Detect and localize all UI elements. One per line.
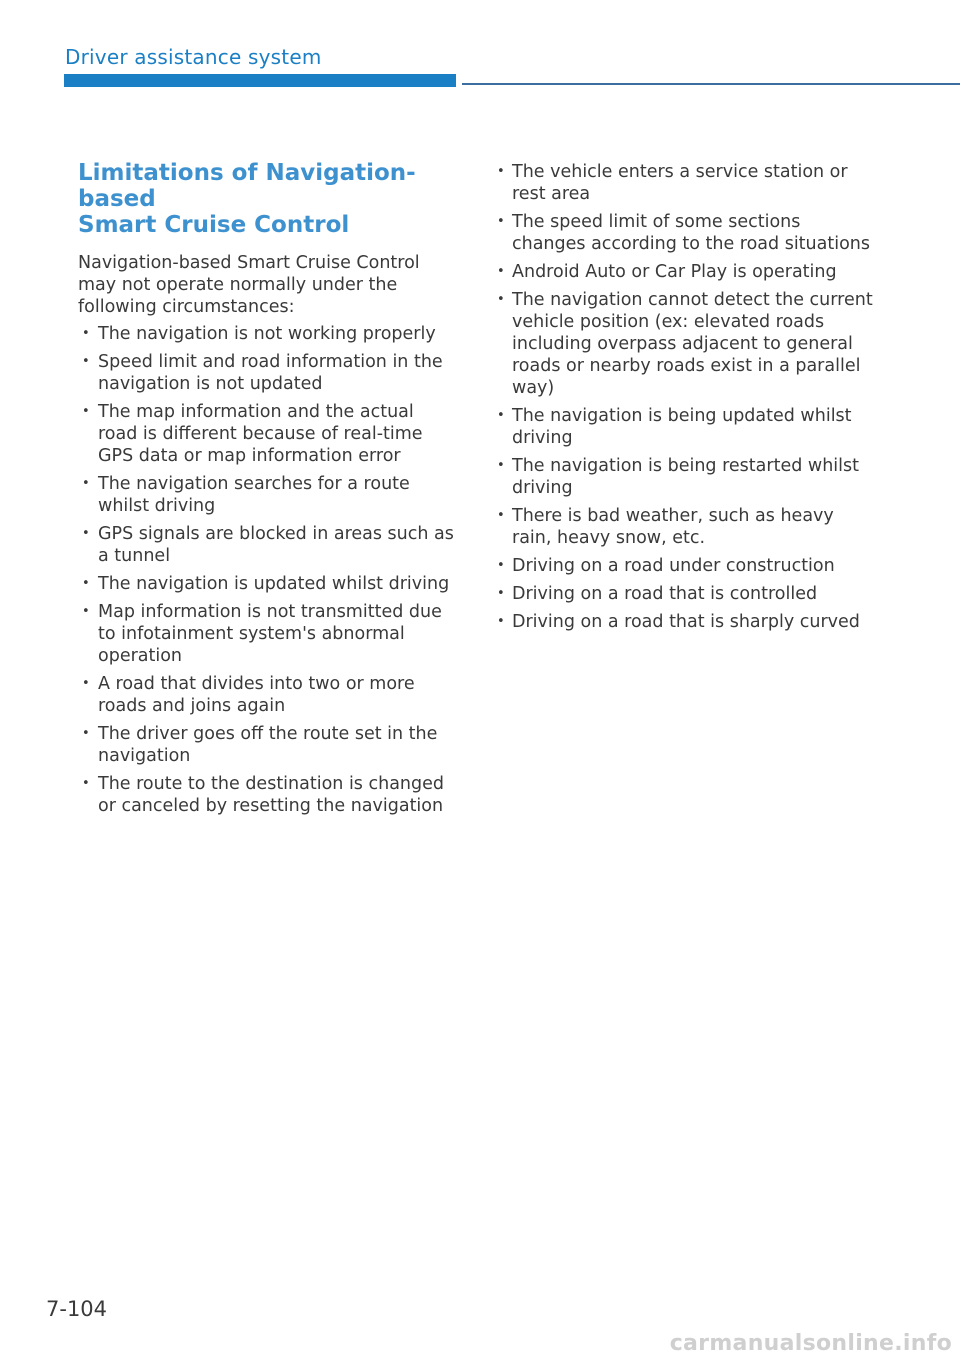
bullet-icon: • <box>497 292 505 307</box>
bullet-icon: • <box>82 726 90 741</box>
bullet-icon: • <box>497 408 505 423</box>
list-item: • The navigation is updated whilst driving <box>82 574 450 594</box>
list-item: • There is bad weather, such as heavy rain, heavy snow, etc. <box>497 506 834 548</box>
left-bullet-list <box>78 323 458 817</box>
bullet-icon: • <box>497 614 505 629</box>
list-item: • The navigation searches for a route whilst driving <box>82 474 410 516</box>
bullet-icon: • <box>82 354 90 369</box>
list-item: • The navigation is not working properly <box>82 324 436 344</box>
section-title <box>78 160 458 238</box>
list-item: • Speed limit and road information in the navigation is not updated <box>82 352 443 394</box>
bullet-icon: • <box>82 676 90 691</box>
list-item: • Android Auto or Car Play is operating <box>497 262 837 282</box>
list-item: • The navigation is being restarted whilst driving <box>497 456 859 498</box>
list-item: • GPS signals are blocked in areas such as a tunnel <box>82 524 454 566</box>
bullet-icon: • <box>82 576 90 591</box>
bullet-icon: • <box>497 264 505 279</box>
page-number: 7-104 <box>46 1297 108 1321</box>
list-item: • A road that divides into two or more roads and joins again <box>82 674 415 716</box>
right-bullet-list <box>494 161 874 633</box>
list-item: • Driving on a road that is sharply curved <box>497 612 860 632</box>
list-item: • The vehicle enters a service station or rest area <box>497 162 848 204</box>
section-title-line2: Smart Cruise Control <box>78 212 350 238</box>
list-item: • The driver goes off the route set in the navigation <box>82 724 438 766</box>
header-rule-thin <box>462 83 960 85</box>
bullet-icon: • <box>497 508 505 523</box>
right-column <box>494 161 874 639</box>
list-item: • The speed limit of some sections changes according to the road situations <box>497 212 870 254</box>
bullet-icon: • <box>82 404 90 419</box>
list-item: • The map information and the actual road is different because of real-time GPS data or map information error <box>82 402 423 466</box>
list-item: • Map information is not transmitted due to infotainment system's abnormal operation <box>82 602 442 666</box>
list-item: • Driving on a road that is controlled <box>497 584 818 604</box>
bullet-icon: • <box>82 476 90 491</box>
bullet-icon: • <box>82 526 90 541</box>
section-title-line1: Limitations of Navigation-based <box>78 160 416 212</box>
bullet-icon: • <box>497 164 505 179</box>
bullet-icon: • <box>82 326 90 341</box>
left-column <box>78 160 458 823</box>
list-item: • The navigation is being updated whilst driving <box>497 406 852 448</box>
watermark: carmanualsonline.info <box>669 1331 952 1356</box>
bullet-icon: • <box>497 214 505 229</box>
header-rule-thick <box>64 74 456 87</box>
list-item: • The route to the destination is changed or canceled by resetting the navigation <box>82 774 444 816</box>
bullet-icon: • <box>497 586 505 601</box>
bullet-icon: • <box>82 776 90 791</box>
list-item: • The navigation cannot detect the current vehicle position (ex: elevated roads including overpass adjacent to general roads or nearby roads exist in a parallel way) <box>497 290 873 398</box>
header-title: Driver assistance system <box>65 45 322 69</box>
bullet-icon: • <box>497 558 505 573</box>
bullet-icon: • <box>497 458 505 473</box>
list-item: • Driving on a road under construction <box>497 556 835 576</box>
bullet-icon: • <box>82 604 90 619</box>
intro-paragraph: Navigation-based Smart Cruise Control may not operate normally under the following circumstances: <box>78 253 420 317</box>
